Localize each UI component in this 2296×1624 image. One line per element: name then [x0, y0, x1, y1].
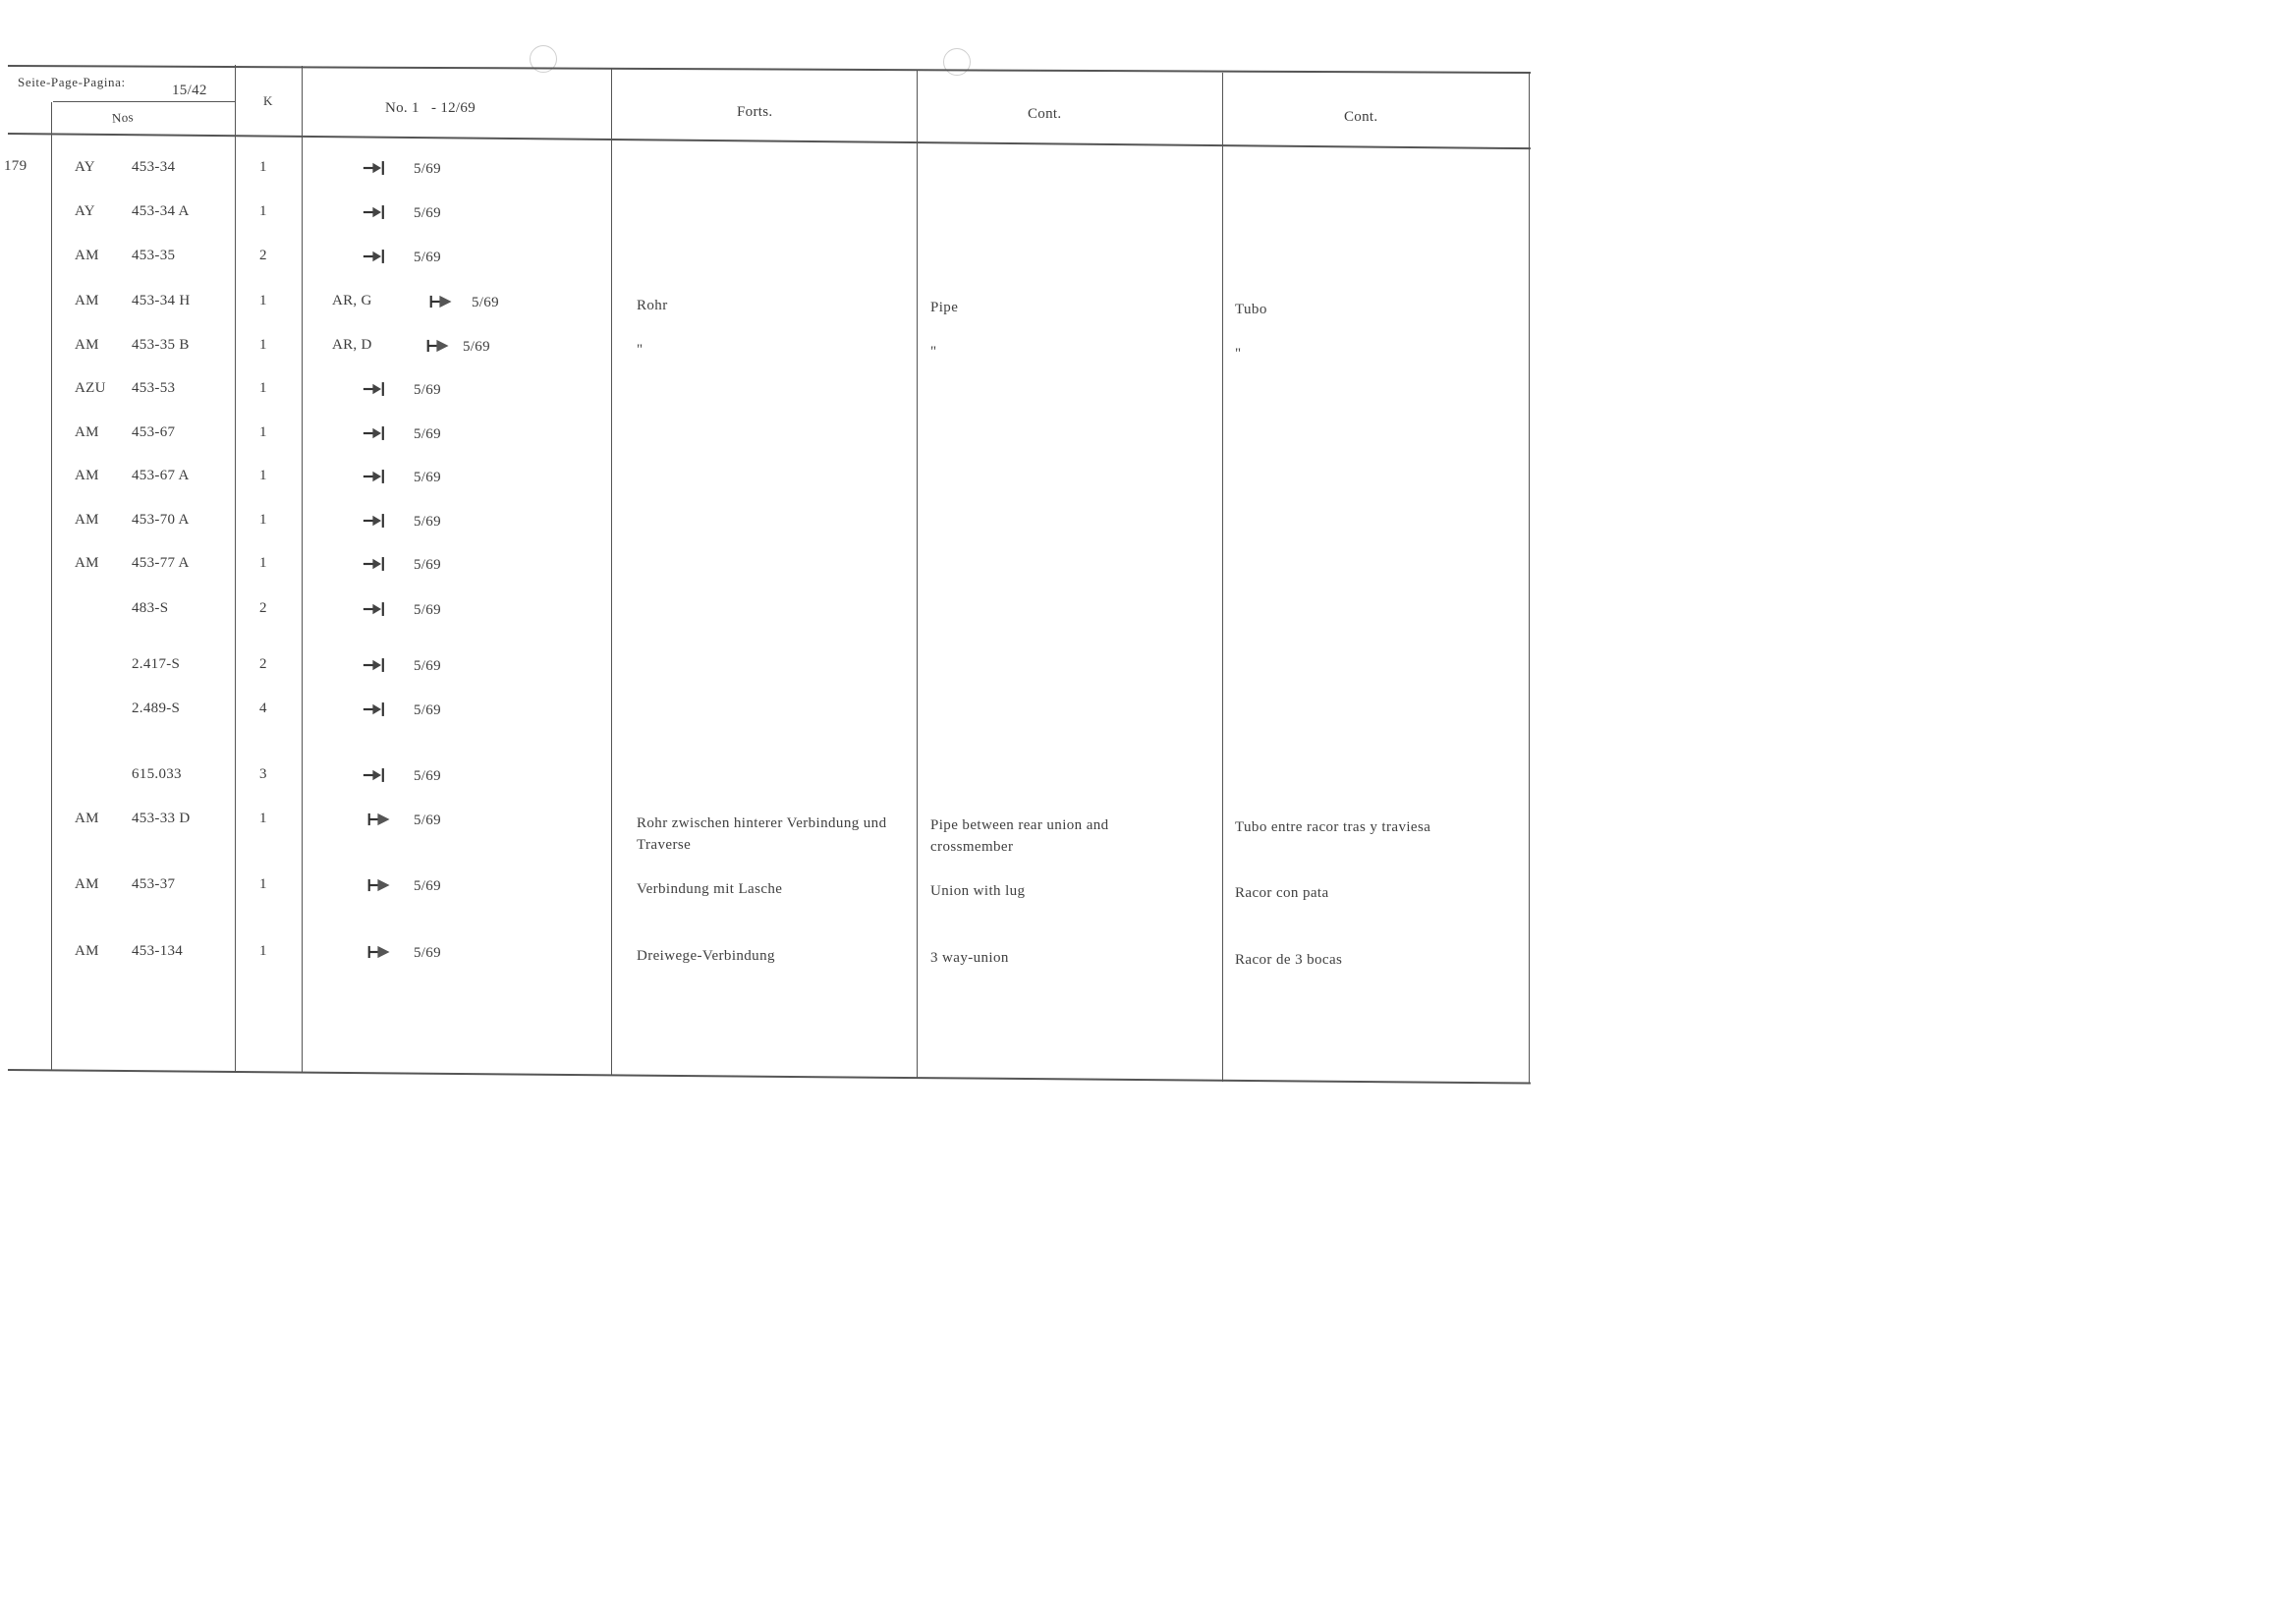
effective-date: 5/69	[414, 945, 441, 961]
quantity: 1	[259, 876, 267, 892]
bar-right-icon	[367, 812, 397, 829]
description-es: Racor de 3 bocas	[1235, 952, 1343, 968]
effective-date: 5/69	[414, 514, 441, 530]
description-es: Tubo entre racor tras y traviesa	[1235, 819, 1431, 835]
table-row	[0, 468, 1540, 507]
quantity: 1	[259, 424, 267, 440]
description-es: Tubo	[1235, 302, 1267, 317]
quantity: 1	[259, 380, 267, 396]
header-rule	[8, 133, 1531, 149]
part-number: 453-70 A	[132, 512, 190, 528]
part-prefix: AY	[75, 159, 95, 175]
description-de: "	[637, 342, 644, 358]
effective-date: 5/69	[414, 878, 441, 894]
part-number: 453-35	[132, 248, 176, 263]
quantity: 1	[259, 555, 267, 571]
table-row	[0, 766, 1540, 806]
description-de: Rohr	[637, 298, 668, 313]
quantity: 2	[259, 600, 267, 616]
description-en: Pipe between rear union and crossmember	[930, 817, 1109, 855]
col-header-cont-2: Cont.	[1344, 109, 1378, 125]
part-prefix: AM	[75, 811, 99, 826]
part-prefix: AZU	[75, 380, 106, 396]
figure-ref: 179	[4, 158, 28, 174]
side-designation: AR, G	[332, 293, 372, 308]
table-row	[0, 943, 1540, 982]
quantity: 1	[259, 293, 267, 308]
effective-date: 5/69	[414, 658, 441, 674]
part-prefix: AM	[75, 555, 99, 571]
col-header-forts: Forts.	[737, 104, 773, 120]
quantity: 1	[259, 159, 267, 175]
part-number: 453-77 A	[132, 555, 190, 571]
quantity: 2	[259, 656, 267, 672]
table-row	[0, 293, 1540, 332]
right-bar-icon	[363, 657, 392, 675]
effective-date: 5/69	[414, 426, 441, 442]
description-en: 3 way-union	[930, 950, 1009, 966]
table-row	[0, 811, 1540, 855]
top-rule	[8, 65, 1531, 74]
col-header-cont-1: Cont.	[1028, 106, 1062, 122]
part-prefix: AM	[75, 248, 99, 263]
description-de: Rohr zwischen hinterer Verbindung und Traverse	[637, 815, 887, 853]
quantity: 2	[259, 248, 267, 263]
table-row	[0, 203, 1540, 243]
part-prefix: AY	[75, 203, 95, 219]
bar-right-icon	[426, 338, 456, 356]
page-label: Seite-Page-Pagina:	[18, 75, 126, 89]
right-bar-icon	[363, 425, 392, 443]
quantity: 1	[259, 811, 267, 826]
part-number: 453-34 A	[132, 203, 190, 219]
description-es: Racor con pata	[1235, 885, 1329, 901]
table-row	[0, 337, 1540, 376]
right-bar-icon	[363, 204, 392, 222]
quantity: 1	[259, 943, 267, 959]
bar-right-icon	[367, 877, 397, 895]
bar-right-icon	[367, 944, 397, 962]
part-prefix: AM	[75, 876, 99, 892]
right-bar-icon	[363, 469, 392, 486]
table-row	[0, 876, 1540, 916]
effective-date: 5/69	[414, 557, 441, 573]
table-row	[0, 512, 1540, 551]
part-prefix: AM	[75, 337, 99, 353]
quantity: 1	[259, 203, 267, 219]
right-bar-icon	[363, 249, 392, 266]
quantity: 1	[259, 337, 267, 353]
effective-date: 5/69	[472, 295, 499, 310]
effective-date: 5/69	[414, 382, 441, 398]
quantity: 1	[259, 512, 267, 528]
right-bar-icon	[363, 556, 392, 574]
part-number: 453-34 H	[132, 293, 191, 308]
part-number: 2.417-S	[132, 656, 181, 672]
bar-right-icon	[429, 294, 459, 311]
part-number: 483-S	[132, 600, 169, 616]
parts-list-sheet	[0, 0, 1540, 1090]
page-number: 15/42	[172, 83, 207, 98]
right-bar-icon	[363, 160, 392, 178]
nos-sub-rule	[53, 101, 236, 102]
effective-date: 5/69	[414, 812, 441, 828]
binder-hole-right	[943, 48, 971, 76]
description-en: Union with lug	[930, 883, 1026, 899]
part-number: 453-67	[132, 424, 176, 440]
description-es: "	[1235, 346, 1242, 362]
part-number: 453-35 B	[132, 337, 190, 353]
part-number: 453-134	[132, 943, 184, 959]
description-de: Verbindung mit Lasche	[637, 881, 783, 897]
part-number: 453-53	[132, 380, 176, 396]
part-number: 453-34	[132, 159, 176, 175]
quantity: 3	[259, 766, 267, 782]
effective-date: 5/69	[414, 768, 441, 784]
part-prefix: AM	[75, 512, 99, 528]
table-row	[0, 248, 1540, 287]
part-number: 2.489-S	[132, 700, 181, 716]
right-bar-icon	[363, 767, 392, 785]
right-bar-icon	[363, 701, 392, 719]
table-row	[0, 555, 1540, 594]
part-prefix: AM	[75, 468, 99, 483]
description-en: "	[930, 344, 937, 360]
table-row	[0, 424, 1540, 464]
bottom-rule	[8, 1069, 1531, 1084]
effective-date: 5/69	[414, 205, 441, 221]
part-prefix: AM	[75, 424, 99, 440]
part-number: 453-67 A	[132, 468, 190, 483]
no-range-label: No. 1 - 12/69	[385, 100, 476, 116]
effective-date: 5/69	[414, 161, 441, 177]
quantity: 1	[259, 468, 267, 483]
right-bar-icon	[363, 381, 392, 399]
table-row	[0, 700, 1540, 740]
effective-date: 5/69	[463, 339, 490, 355]
nos-label: Nos	[111, 109, 135, 126]
table-row	[0, 159, 1540, 198]
effective-date: 5/69	[414, 470, 441, 485]
quantity: 4	[259, 700, 267, 716]
right-bar-icon	[363, 601, 392, 619]
k-label: K	[263, 93, 273, 108]
table-row	[0, 380, 1540, 420]
right-bar-icon	[363, 513, 392, 531]
part-number: 453-37	[132, 876, 176, 892]
effective-date: 5/69	[414, 250, 441, 265]
table-row	[0, 656, 1540, 696]
table-row	[0, 600, 1540, 640]
part-prefix: AM	[75, 293, 99, 308]
effective-date: 5/69	[414, 602, 441, 618]
description-en: Pipe	[930, 300, 959, 315]
side-designation: AR, D	[332, 337, 372, 353]
part-number: 615.033	[132, 766, 182, 782]
part-prefix: AM	[75, 943, 99, 959]
part-number: 453-33 D	[132, 811, 191, 826]
effective-date: 5/69	[414, 702, 441, 718]
description-de: Dreiwege-Verbindung	[637, 948, 775, 964]
